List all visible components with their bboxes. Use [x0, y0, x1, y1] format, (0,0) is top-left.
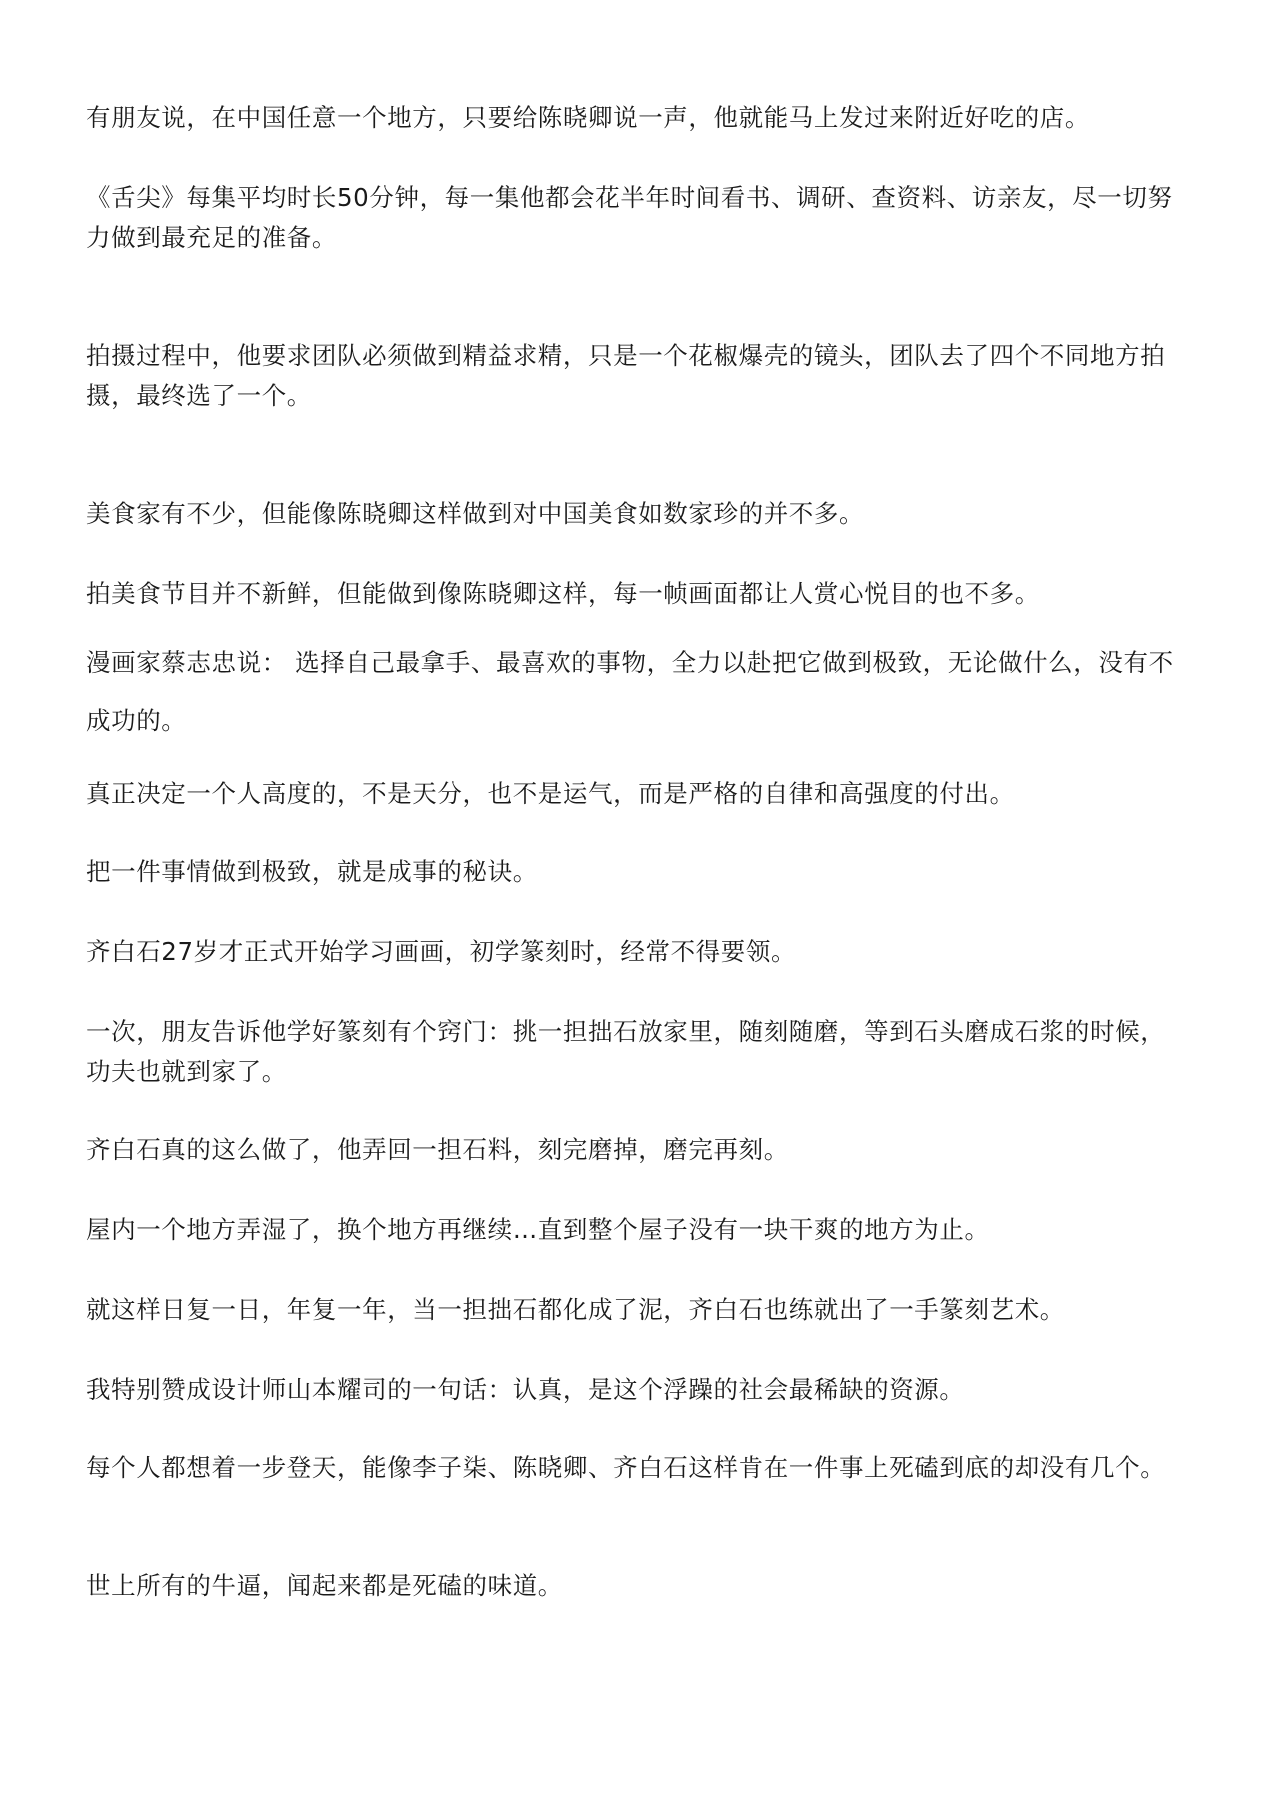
paragraph-14: 我特别赞成设计师山本耀司的一句话：认真，是这个浮躁的社会最稀缺的资源。 [86, 1375, 965, 1404]
paragraph-4: 美食家有不少，但能像陈晓卿这样做到对中国美食如数家珍的并不多。 [86, 499, 865, 528]
paragraph-7: 真正决定一个人高度的，不是天分，也不是运气，而是严格的自律和高强度的付出。 [86, 779, 1015, 808]
paragraph-2: 《舌尖》每集平均时长50分钟，每一集他都会花半年时间看书、调研、查资料、访亲友，尽一切努力做到最充足的准备。 [86, 183, 1173, 252]
paragraph-16: 世上所有的牛逼，闻起来都是死磕的味道。 [86, 1571, 563, 1600]
paragraph-5: 拍美食节目并不新鲜，但能做到像陈晓卿这样，每一帧画面都让人赏心悦目的也不多。 [86, 579, 1040, 608]
paragraph-15: 每个人都想着一步登天，能像李子柒、陈晓卿、齐白石这样肯在一件事上死磕到底的却没有几个。 [86, 1453, 1166, 1482]
paragraph-10: 一次，朋友告诉他学好篆刻有个窍门：挑一担拙石放家里，随刻随磨，等到石头磨成石浆的时候，功夫也就到家了。 [86, 1017, 1166, 1086]
paragraph-6: 漫画家蔡志忠说： 选择自己最拿手、最喜欢的事物，全力以赴把它做到极致，无论做什么，没有不成功的。 [86, 648, 1174, 735]
paragraph-3: 拍摄过程中，他要求团队必须做到精益求精，只是一个花椒爆壳的镜头，团队去了四个不同地方拍摄，最终选了一个。 [86, 341, 1166, 410]
paragraph-12: 屋内一个地方弄湿了，换个地方再继续…直到整个屋子没有一块干爽的地方为止。 [86, 1215, 990, 1244]
paragraph-13: 就这样日复一日，年复一年，当一担拙石都化成了泥，齐白石也练就出了一手篆刻艺术。 [86, 1295, 1065, 1324]
paragraph-8: 把一件事情做到极致，就是成事的秘诀。 [86, 857, 538, 886]
paragraph-1: 有朋友说，在中国任意一个地方，只要给陈晓卿说一声，他就能马上发过来附近好吃的店。 [86, 103, 1090, 132]
paragraph-11: 齐白石真的这么做了，他弄回一担石料，刻完磨掉，磨完再刻。 [86, 1135, 789, 1164]
paragraph-9: 齐白石27岁才正式开始学习画画，初学篆刻时，经常不得要领。 [86, 937, 797, 966]
